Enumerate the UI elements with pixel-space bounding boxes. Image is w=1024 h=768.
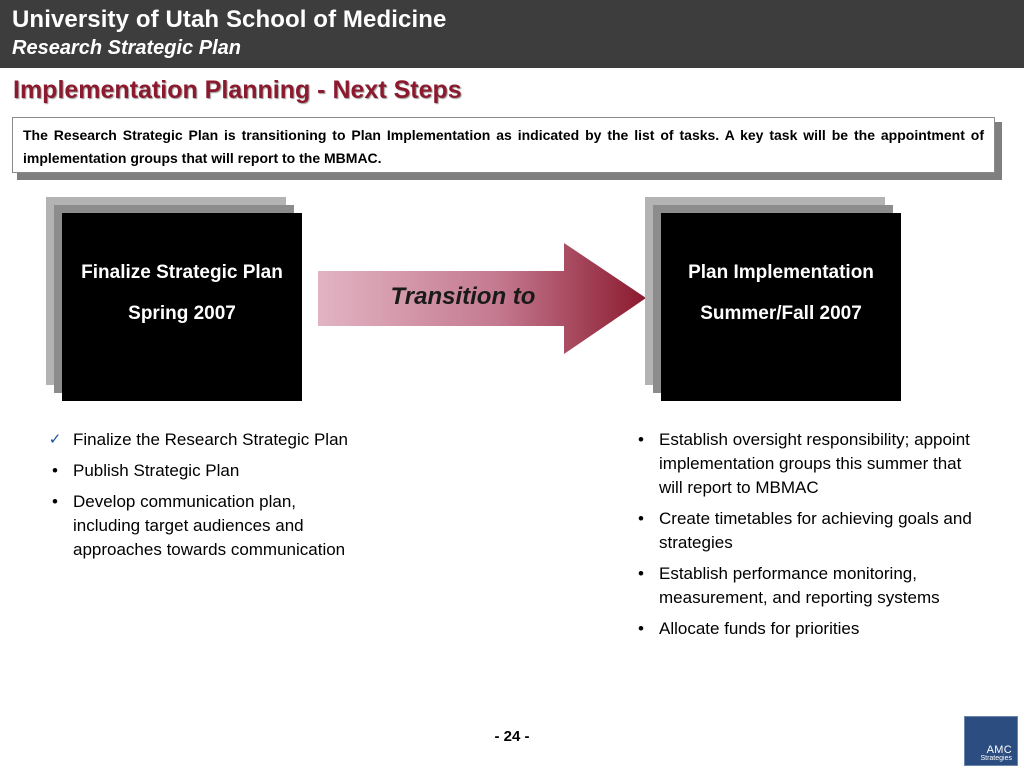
right-phase-date: Summer/Fall 2007 (700, 303, 862, 324)
bullet-icon: • (52, 492, 58, 511)
task-text: Establish performance monitoring, measurement, and reporting systems (659, 564, 940, 607)
task-text: Create timetables for achieving goals and strategies (659, 509, 972, 552)
slide-title: Implementation Planning - Next Steps (13, 76, 462, 104)
bullet-icon: • (638, 564, 644, 583)
bullet-icon: • (638, 430, 644, 449)
task-item (631, 428, 976, 500)
header-title: University of Utah School of Medicine (12, 6, 447, 33)
right-phase-title: Plan Implementation (688, 262, 874, 283)
left-phase-card (62, 213, 302, 401)
bullet-icon: • (638, 509, 644, 528)
task-text: Finalize the Research Strategic Plan (73, 430, 348, 449)
intro-text: The Research Strategic Plan is transitioning to Plan Implementation as indicated by the list of tasks. A key task will be the appointment of implementation groups that will report to the MBMAC. (23, 127, 984, 166)
task-item (45, 490, 360, 562)
intro-text-box (12, 117, 995, 173)
task-text: Develop communication plan, including target audiences and approaches towards communication (73, 492, 346, 559)
left-task-list (45, 428, 360, 569)
task-item (631, 617, 976, 641)
left-phase-box (46, 197, 286, 385)
transition-arrow (318, 243, 646, 355)
bullet-icon: • (638, 619, 644, 638)
task-text: Publish Strategic Plan (73, 461, 240, 480)
task-text: Establish oversight responsibility; appoint implementation groups this summer that will report to MBMAC (659, 430, 970, 497)
task-item (45, 459, 360, 483)
task-item (631, 507, 976, 555)
header-bar (0, 0, 1024, 68)
right-phase-box (645, 197, 885, 385)
task-item (45, 428, 360, 452)
page-number: - 24 - (494, 728, 530, 745)
bullet-icon: • (52, 461, 58, 480)
checkmark-icon: ✓ (48, 431, 62, 448)
header-subtitle: Research Strategic Plan (12, 37, 241, 59)
logo-text-strategies: Strategies (980, 755, 1012, 762)
transition-label: Transition to (390, 283, 536, 310)
logo-text-amc: AMC (986, 744, 1012, 756)
left-phase-title: Finalize Strategic Plan (81, 262, 283, 283)
amc-strategies-logo (964, 716, 1018, 766)
task-text: Allocate funds for priorities (659, 619, 860, 638)
left-phase-date: Spring 2007 (128, 303, 236, 324)
right-task-list (631, 428, 976, 648)
task-item (631, 562, 976, 610)
right-phase-card (661, 213, 901, 401)
